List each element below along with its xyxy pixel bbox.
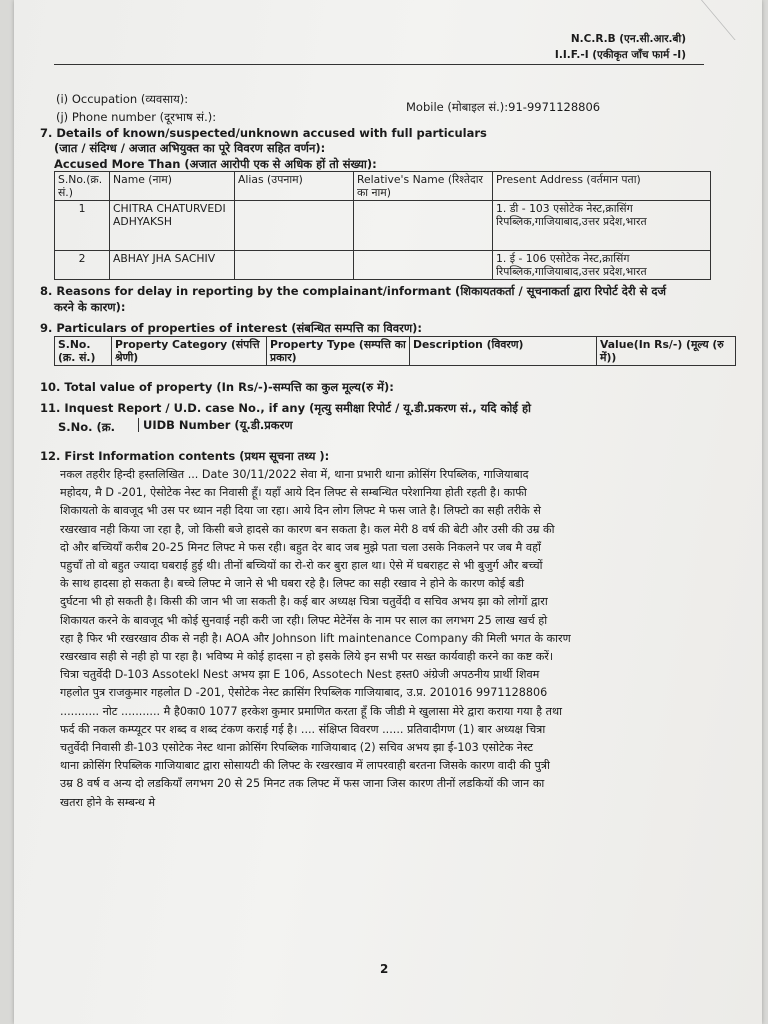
fir-line: महोदय, मै D -201, ऐसोटेक नेस्ट का निवासी हूँ। यहाँ आये दिन लिफ्ट से सम्बन्धित परेशानिया होती रहती है। काफी bbox=[60, 486, 527, 500]
section-11-col-uidb: UIDB Number (यू.डी.प्रकरण bbox=[138, 418, 293, 432]
fir-line: नकल तहरीर हिन्दी हस्तलिखित ... Date 30/11/2022 सेवा में, थाना प्रभारी थाना क्रोसिंग रिपब्लिक, गाजियाबाद bbox=[60, 468, 529, 481]
col-property-type: Property Type (सम्पत्ति का प्रकार) bbox=[267, 337, 410, 366]
section-7-subheading: (जात / संदिग्ध / अजात अभियुक्त का पूरे विवरण सहित वर्णन): bbox=[54, 141, 326, 155]
section-10: 10. Total value of property (In Rs/-)-सम्पत्ति का कुल मूल्य(रु में): bbox=[40, 380, 394, 394]
col-sno: S.No.(क्र. सं.) bbox=[55, 172, 110, 201]
row-relative bbox=[354, 201, 493, 251]
fir-line: दो और बच्चियाँ करीब 20-25 मिनट लिफ्ट मे फस रही। बहुत देर बाद जब मुझे पता चला उसके निकलने पर जब मै वहाँ bbox=[60, 540, 541, 554]
row-alias bbox=[235, 251, 354, 280]
ncrb-header: N.C.R.B (एन.सी.आर.बी) bbox=[570, 33, 686, 45]
fir-line: फर्द की नकल कम्प्यूटर पर शब्द व शब्द टंकण कराई गई है। .... संक्षिप्त विवरण ...... प्रतिवादीगण (1) बार अध्यक्ष चित्रा bbox=[60, 722, 546, 736]
fir-line: रखरखाव सही से नही हो पा रहा है। भविष्य मे कोई हादसा न हो इसके लिये इन सभी पर सख्त कार्यवाही करने का कष्ट करें। bbox=[60, 650, 554, 664]
occupation-label: (i) Occupation (व्यवसाय): bbox=[56, 92, 189, 106]
row-sno: 1 bbox=[55, 201, 110, 251]
accused-more-than: Accused More Than (अजात आरोपी एक से अधिक हों तो संख्या): bbox=[54, 157, 377, 171]
fir-line: रहा है फिर भी रखरखाव ठीक से नही है। AOA और Johnson lift maintenance Company की मिली भगत के कारण bbox=[60, 631, 571, 645]
row-address: 1. ई - 106 एसोटेक नेस्ट,क्रासिंग रिपब्लिक,गाजियाबाद,उत्तर प्रदेश,भारत bbox=[493, 251, 711, 280]
page-fold bbox=[701, 0, 768, 40]
fir-line: ........... नोट ........... मै है0का0 1077 हरकेश कुमार प्रमाणित करता हूँ कि जीडी मे खुलासा मेरे द्वारा कराया गया है तथा bbox=[60, 704, 563, 718]
section-11-heading: 11. Inquest Report / U.D. case No., if any (मृत्यु समीक्षा रिपोर्ट / यू.डी.प्रकरण सं., यदि कोई हो bbox=[40, 401, 532, 415]
row-name: ABHAY JHA SACHIV bbox=[110, 251, 235, 280]
fir-line: उम्र 8 वर्ष व अन्य दो लडकियाँ लगभग 20 से 25 मिनट तक लिफ्ट में फस जाना जिस कारण तीनों लडकियों की जान का bbox=[60, 777, 545, 791]
fir-line: रखरखाव नही किया जा रहा है, जो किसी बजे हादसे का कारण बन सकता है। कल मेरी 8 वर्ष की बेटी और उसी की उम्र की bbox=[60, 522, 555, 536]
fir-line: पहुचाँ तो वो बहुत ज्यादा घबराई हुई थी। तीनों बच्चियों का रो-रो कर बुरा हाल था। ऐसे में घबराहट से भी बुजुर्ग और बच्चों bbox=[60, 559, 543, 573]
fir-line: के साथ हादसा हो सकता है। बच्चे लिफ्ट मे जाने से भी घबरा रहे है। लिफ्ट का सही रखाव ने होने के कारण कोई बडी bbox=[60, 577, 525, 591]
phone-label: (j) Phone number (दूरभाष सं.): bbox=[56, 110, 217, 124]
fir-line: चित्रा चतुर्वेदी D-103 Assotekl Nest अभय झा E 106, Assotech Nest हस्त0 अंग्रेजी अपठनीय प्रार्थी शिवम bbox=[60, 668, 540, 682]
row-name: CHITRA CHATURVEDI ADHYAKSH bbox=[110, 201, 235, 251]
row-sno: 2 bbox=[55, 251, 110, 280]
fir-line: दुर्घटना भी हो सकती है। किसी की जान भी जा सकती है। कई बार अध्यक्ष चित्रा चतुर्वेदी व सचिव अभय झा को लोगों द्वारा bbox=[60, 595, 548, 609]
section-7-heading: 7. Details of known/suspected/unknown accused with full particulars bbox=[40, 126, 487, 140]
fir-line: शिकायतो के बावजूद भी उस पर ध्यान नही दिया जा रहा। आये दिन लोग लिफ्ट मे फस जाते है। लिफ्टो का सही तरीके से bbox=[60, 504, 541, 518]
col-address: Present Address (वर्तमान पता) bbox=[493, 172, 711, 201]
fir-line: खतरा होने के सम्बन्ध मे bbox=[60, 795, 156, 809]
col-description: Description (विवरण) bbox=[410, 337, 597, 366]
section-8-line1: 8. Reasons for delay in reporting by the complainant/informant (शिकायतकर्ता / सूचनाकर्ता द्वारा रिपोर्ट देरी से दर्ज bbox=[40, 284, 667, 298]
col-sno: S.No. (क्र. सं.) bbox=[55, 337, 112, 366]
row-relative bbox=[354, 251, 493, 280]
header-divider bbox=[54, 64, 704, 65]
property-table bbox=[54, 336, 736, 366]
col-name: Name (नाम) bbox=[110, 172, 235, 201]
row-alias bbox=[235, 201, 354, 251]
col-relative: Relative's Name (रिश्तेदार का नाम) bbox=[354, 172, 493, 201]
section-8-line2: करने के कारण): bbox=[54, 300, 126, 314]
col-alias: Alias (उपनाम) bbox=[235, 172, 354, 201]
fir-line: गहलोत पुत्र राजकुमार गहलोत D -201, ऐसोटेक नेस्ट क्रासिंग रिपब्लिक गाजियाबाद, उ.प्र. 201016 9971128806 bbox=[60, 686, 548, 700]
row-address: 1. डी - 103 एसोटेक नेस्ट,क्रासिंग रिपब्लिक,गाजियाबाद,उत्तर प्रदेश,भारत bbox=[493, 201, 711, 251]
form-header: I.I.F.-I (एकीकृत जाँच फार्म -I) bbox=[554, 49, 686, 61]
col-value: Value(In Rs/-) (मूल्य (रु में)) bbox=[597, 337, 736, 366]
table-row bbox=[55, 201, 711, 251]
section-12-heading: 12. First Information contents (प्रथम सूचना तथ्य ): bbox=[40, 449, 330, 463]
mobile-number: Mobile (मोबाइल सं.):91-9971128806 bbox=[406, 100, 601, 114]
fir-line: थाना क्रोसिंग रिपब्लिक गाजियाबाट द्वारा सोसायटी की लिफ्ट के रखरखाव में लापरवाही बरतना जिसके कारण वादी की पुत्री bbox=[60, 759, 550, 773]
first-information-contents bbox=[60, 466, 752, 812]
section-9-heading: 9. Particulars of properties of interest (संबन्धित सम्पत्ति का विवरण): bbox=[40, 321, 422, 335]
page-number: 2 bbox=[380, 962, 389, 976]
col-property-category: Property Category (संपत्ति श्रेणी) bbox=[112, 337, 267, 366]
table-row bbox=[55, 251, 711, 280]
fir-line: शिकायत करने के बावजूद भी कोई सुनवाई नही करी जा रही। लिफ्ट मेटेनेंस के नाम पर साल का लगभग 25 लाख खर्च हो bbox=[60, 613, 548, 627]
fir-line: चतुर्वेदी निवासी डी-103 एसोटेक नेस्ट थाना क्रोसिंग रिपब्लिक गाजियाबाद (2) सचिव अभय झा ई-103 एसोटेक नेस्ट bbox=[60, 741, 533, 755]
accused-table bbox=[54, 171, 711, 280]
section-11-col-sno: S.No. (क्र. bbox=[58, 420, 116, 434]
document-page bbox=[14, 0, 762, 1024]
accused-table-header bbox=[55, 172, 711, 201]
property-table-header bbox=[55, 337, 736, 366]
